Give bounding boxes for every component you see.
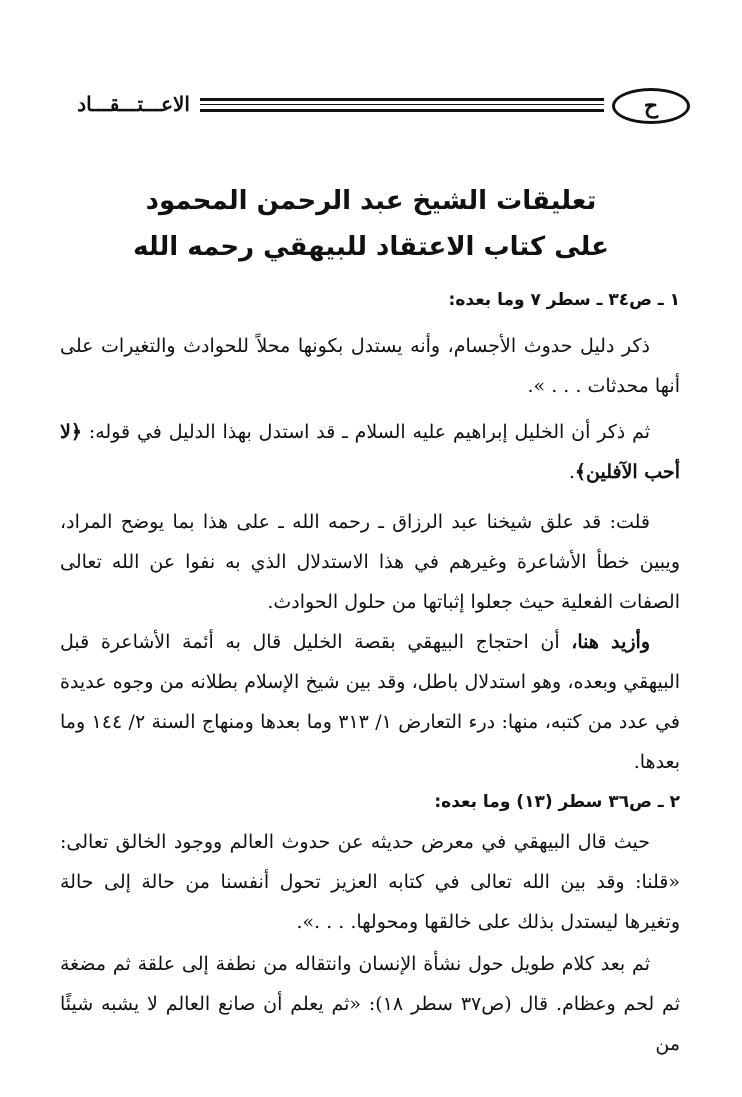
header-rule xyxy=(200,98,604,112)
paragraph-6: ثم بعد كلام طويل حول نشأة الإنسان وانتقاله من نطفة إلى علقة ثم مضغة ثم لحم وعظام. قال (ص٣٧ سطر ١٨): «ثم يعلم أن صانع العالم لا يشبه شيئًا من xyxy=(60,953,680,1055)
paragraph-2-end: . xyxy=(568,461,575,483)
paragraph-5: حيث قال البيهقي في معرض حديثه عن حدوث العالم ووجود الخالق تعالى: «قلنا: وقد بين الله تعالى في كتابه العزيز تحول أنفسنا من حالة إلى حالة وتغيرها ليستدل بذلك على خالقها ومحولها. . . .». xyxy=(60,831,680,933)
paragraph-4 xyxy=(60,622,680,782)
running-header xyxy=(50,88,690,128)
paragraph-2-text: ثم ذكر أن الخليل إبراهيم عليه السلام ـ قد استدل بهذا الدليل في قوله: xyxy=(81,421,650,443)
section-2-heading: ٢ ـ ص٣٦ سطر (١٣) وما بعده: xyxy=(434,792,680,812)
section-1-heading: ١ ـ ص٣٤ ـ سطر ٧ وما بعده: xyxy=(448,290,680,310)
paragraph-1: ذكر دليل حدوث الأجسام، وأنه يستدل بكونها محلاً للحوادث والتغيرات على أنها محدثات . . . ». xyxy=(60,335,680,397)
quran-quote: ﴿لا أحب الآفلين﴾ xyxy=(60,421,680,483)
paragraph-4-text: أن احتجاج البيهقي بقصة الخليل قال به أئمة الأشاعرة قبل البيهقي وبعده، وهو استدلال باطل، وقد بين شيخ الإسلام بطلانه من وجوه عديدة في عدد من كتبه، منها: درء التعارض ١/ ٣١٣ وما بعدها ومنهاج السنة ٢/ ١٤٤ وما بعدها. xyxy=(60,631,680,773)
page-title: تعليقات الشيخ عبد الرحمن المحمود xyxy=(145,186,597,216)
page-subtitle: على كتاب الاعتقاد للبيهقي رحمه الله xyxy=(133,232,609,262)
paragraph-4-lead: وأزيد هنا، xyxy=(571,631,650,653)
running-title: الاعـــتـــقـــاد xyxy=(77,92,190,116)
paragraph-2 xyxy=(60,412,680,492)
page-marker: ح xyxy=(612,88,690,124)
paragraph-3: قلت: قد علق شيخنا عبد الرزاق ـ رحمه الله ـ على هذا بما يوضح المراد، ويبين خطأ الأشاعرة وغيرهم في هذا الاستدلال الذي به نفوا عن الله تعالى الصفات الفعلية حيث جعلوا إثباتها من حلول الحوادث. xyxy=(60,511,680,613)
